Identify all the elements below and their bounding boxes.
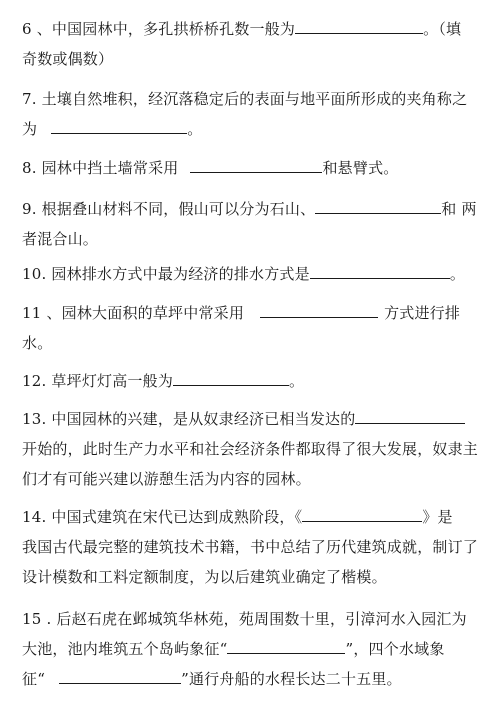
answer-blank[interactable] <box>227 636 345 654</box>
question-10 <box>22 259 466 289</box>
answer-blank[interactable] <box>173 368 289 386</box>
answer-blank[interactable] <box>59 666 181 684</box>
question-13-line-3: 们才有可能兴建以游憩生活为内容的园林。 <box>22 470 311 488</box>
question-9-line-1: 9. 根据叠山材料不同，假山可以分为石山、 和 两 <box>22 194 452 224</box>
question-6-line-1: 6 、中国园林中，多孔拱桥桥孔数一般为 。（填 <box>22 14 452 44</box>
question-11-line-1: 11 、园林大面积的草坪中常采用 方式进行排 <box>22 298 452 328</box>
question-13-line-1: 13. 中国园林的兴建，是从奴隶经济已相当发达的 <box>22 404 452 434</box>
answer-blank[interactable] <box>260 300 378 318</box>
question-14-line-3: 设计模数和工料定额制度，为以后建筑业确定了楷模。 <box>22 568 387 586</box>
question-12 <box>22 366 452 396</box>
question-10-line-1: 10. 园林排水方式中最为经济的排水方式是 。 <box>22 259 452 289</box>
question-7-line-1: 7. 土壤自然堆积，经沉落稳定后的表面与地平面所形成的夹角称之 <box>22 90 468 108</box>
question-8-line-1: 8. 园林中挡土墙常采用 和悬臂式。 <box>22 153 452 183</box>
question-15-line-2: 大池，池内堆筑五个岛屿象征“ ”，四个水域象 <box>22 634 452 664</box>
answer-blank[interactable] <box>355 406 465 424</box>
answer-blank[interactable] <box>315 196 441 214</box>
question-12-line-1: 12. 草坪灯灯高一般为 。 <box>22 366 452 396</box>
question-15-line-1: 15 . 后赵石虎在邺城筑华林苑，苑周围数十里，引漳河水入园汇为 <box>22 610 467 628</box>
answer-blank[interactable] <box>190 155 322 173</box>
question-15-line-3: 征“ ”通行舟船的水程长达二十五里。 <box>22 664 452 694</box>
question-11 <box>22 298 461 358</box>
question-13-line-2: 开始的，此时生产力水平和社会经济条件都取得了很大发展，奴隶主 <box>22 440 478 458</box>
question-14-line-1: 14. 中国式建筑在宋代已达到成熟阶段，《 》是 <box>22 502 452 532</box>
answer-blank[interactable] <box>310 261 450 279</box>
question-15 <box>22 604 467 694</box>
question-14-line-2: 我国古代最完整的建筑技术书籍，书中总结了历代建筑成就，制订了 <box>22 538 478 556</box>
question-6 <box>22 14 462 74</box>
answer-blank[interactable] <box>51 116 187 134</box>
question-8 <box>22 153 452 183</box>
question-14 <box>22 502 478 592</box>
answer-blank[interactable] <box>295 16 423 34</box>
question-7 <box>22 84 468 144</box>
question-6-line-2: 奇数或偶数） <box>22 50 114 68</box>
answer-blank[interactable] <box>302 504 422 522</box>
question-11-line-2: 水。 <box>22 334 53 352</box>
question-13 <box>22 404 478 494</box>
question-9 <box>22 194 477 254</box>
question-7-line-2: 为 。 <box>22 114 452 144</box>
question-9-line-2: 者混合山。 <box>22 230 99 248</box>
